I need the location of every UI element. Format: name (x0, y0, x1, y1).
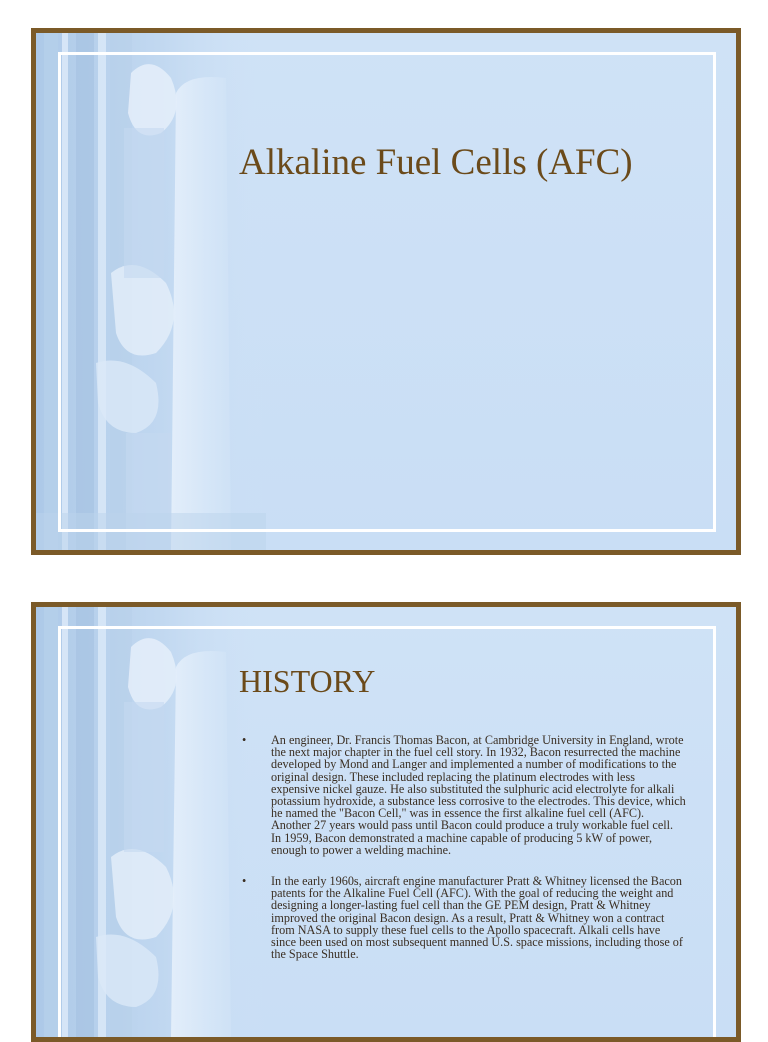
title-slide (31, 28, 741, 555)
history-slide (31, 602, 741, 1042)
inner-frame (58, 52, 716, 532)
bullet-icon: • (242, 733, 247, 747)
bullet-item (241, 875, 686, 960)
bullet-text: An engineer, Dr. Francis Thomas Bacon, at Cambridge University in England, wrote the next major chapter in the fuel cell story. In 1932, Bacon resurrected the machine developed by Mond and Langer and implemented a number of modifications to the original design. These included replacing the platinum electrodes with less expensive nickel gauze. He also substituted the sulphuric acid electrolyte for alkali potassium hydroxide, a substance less corrosive to the electrodes. This device, which he named the "Bacon Cell," was in essence the first alkaline fuel cell (AFC). Another 27 years would pass until Bacon could produce a truly workable fuel cell. In 1959, Bacon demonstrated a machine capable of producing 5 kW of power, enough to power a welding machine. (271, 733, 686, 857)
bullet-text: In the early 1960s, aircraft engine manufacturer Pratt & Whitney licensed the Bacon patents for the Alkaline Fuel Cell (AFC). With the goal of reducing the weight and designing a longer-lasting fuel cell than the GE PEM design, Pratt & Whitney improved the original Bacon design. As a result, Pratt & Whitney won a contract from NASA to supply these fuel cells to the Apollo spacecraft. Alkali cells have since been used on most subsequent manned U.S. space missions, including those of the Space Shuttle. (271, 874, 683, 962)
slide-title: HISTORY (239, 663, 376, 699)
slide-title: Alkaline Fuel Cells (AFC) (239, 142, 633, 183)
bullet-item (241, 734, 686, 856)
history-bullet-list (241, 734, 686, 979)
bullet-icon: • (242, 874, 247, 889)
